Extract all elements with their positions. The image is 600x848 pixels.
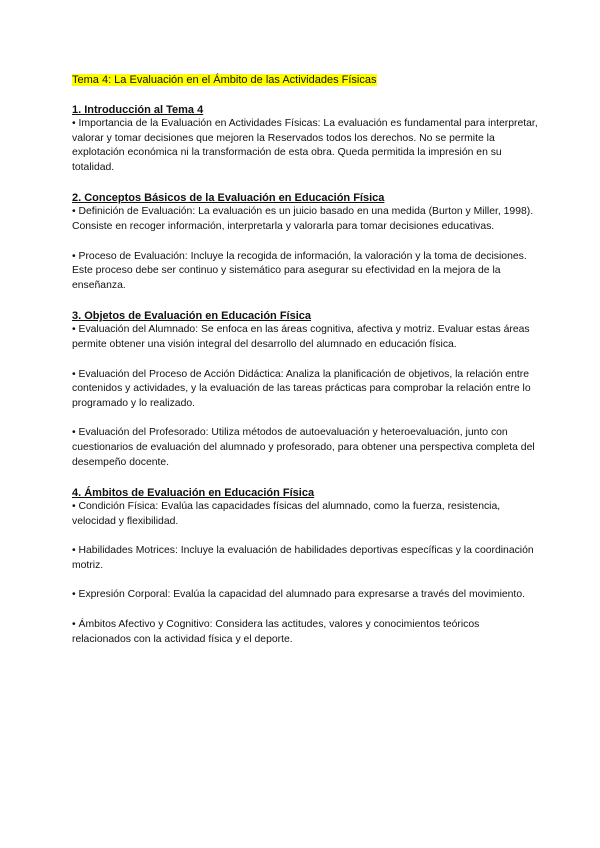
- paragraph: • Importancia de la Evaluación en Actividades Físicas: La evaluación es fundamental para interpretar, valorar y tomar decisiones que mejoren la Reservados todos los derechos. No se permite la explotación económica ni la transformación de esta obra. Queda permitida la impresión en su totalidad.: [72, 118, 538, 173]
- paragraph: • Evaluación del Profesorado: Utiliza métodos de autoevaluación y heteroevaluación, junto con cuestionarios de evaluación del alumnado y profesorado, para obtener una perspectiva completa del desempeño docente.: [72, 427, 535, 468]
- section-conceptos-basicos: [72, 191, 540, 293]
- document-title: Tema 4: La Evaluación en el Ámbito de las Actividades Físicas: [72, 74, 377, 86]
- paragraph: • Expresión Corporal: Evalúa la capacidad del alumnado para expresarse a través del movimiento.: [72, 589, 525, 601]
- section-heading: 2. Conceptos Básicos de la Evaluación en Educación Física: [72, 192, 385, 205]
- paragraph: • Definición de Evaluación: La evaluación es un juicio basado en una medida (Burton y Miller, 1998). Consiste en recoger información, interpretarla y valorarla para tomar decisiones educativas.: [72, 206, 534, 232]
- paragraph: • Condición Física: Evalúa las capacidades físicas del alumnado, como la fuerza, resistencia, velocidad y flexibilidad.: [72, 501, 501, 527]
- paragraph: • Proceso de Evaluación: Incluye la recogida de información, la valoración y la toma de decisiones. Este proceso debe ser continuo y sistemático para asegurar su efectividad en la mejora de la enseñanza.: [72, 250, 527, 291]
- paragraph: • Ámbitos Afectivo y Cognitivo: Considera las actitudes, valores y conocimientos teóricos relacionados con la actividad física y el deporte.: [72, 619, 480, 645]
- paragraph: • Evaluación del Alumnado: Se enfoca en las áreas cognitiva, afectiva y motriz. Evaluar estas áreas permite obtener una visión integral del desarrollo del alumnado en educación física.: [72, 324, 530, 350]
- section-ambitos-evaluacion: [72, 486, 540, 647]
- paragraph: • Habilidades Motrices: Incluye la evaluación de habilidades deportivas específicas y la coordinación motriz.: [72, 545, 534, 571]
- title-wrap: [72, 71, 540, 88]
- section-heading: 4. Ámbitos de Evaluación en Educación Física: [72, 487, 315, 500]
- section-heading: 3. Objetos de Evaluación en Educación Física: [72, 310, 312, 323]
- section-objetos-evaluacion: [72, 309, 540, 470]
- section-introduccion: [72, 103, 540, 175]
- paragraph: • Evaluación del Proceso de Acción Didáctica: Analiza la planificación de objetivos, la relación entre contenidos y actividades, y la evaluación de las tareas prácticas para comprobar la relación entre lo programado y lo realizado.: [72, 368, 531, 409]
- section-heading: 1. Introducción al Tema 4: [72, 104, 204, 116]
